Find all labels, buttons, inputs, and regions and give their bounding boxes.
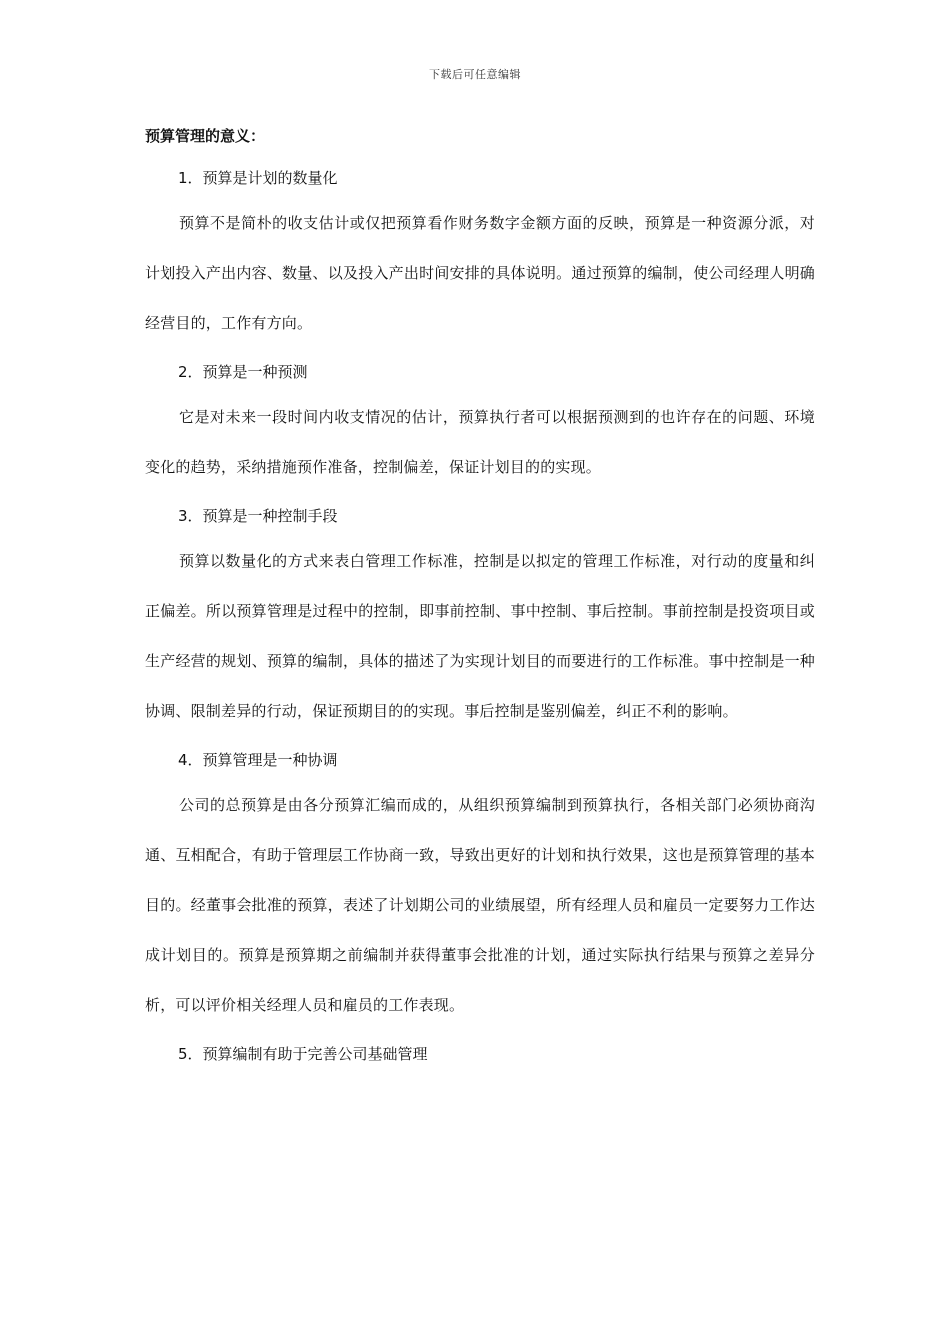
section-1 (145, 158, 815, 348)
section-4 (145, 740, 815, 1030)
section-paragraph: 预算不是简朴的收支估计或仅把预算看作财务数字金额方面的反映，预算是一种资源分派，对计划投入产出内容、数量、以及投入产出时间安排的具体说明。通过预算的编制，使公司经理人明确经营目的，工作有方向。 (145, 214, 815, 332)
section-heading: 4．预算管理是一种协调 (178, 751, 338, 769)
section-paragraph: 它是对未来一段时间内收支情况的估计，预算执行者可以根据预测到的也许存在的问题、环境变化的趋势，采纳措施预作准备，控制偏差，保证计划目的的实现。 (145, 408, 815, 476)
section-heading: 5．预算编制有助于完善公司基础管理 (178, 1045, 428, 1063)
page-header-note: 下载后可任意编辑 (429, 68, 521, 81)
section-paragraph: 预算以数量化的方式来表白管理工作标准，控制是以拟定的管理工作标准，对行动的度量和纠正偏差。所以预算管理是过程中的控制，即事前控制、事中控制、事后控制。事前控制是投资项目或生产经营的规划、预算的编制，具体的描述了为实现计划目的而要进行的工作标准。事中控制是一种协调、限制差异的行动，保证预期目的的实现。事后控制是鉴别偏差，纠正不利的影响。 (145, 552, 815, 720)
section-5 (145, 1034, 815, 1074)
section-2 (145, 352, 815, 492)
document-title: 预算管理的意义： (145, 127, 266, 145)
section-heading: 2．预算是一种预测 (178, 363, 308, 381)
section-heading: 3．预算是一种控制手段 (178, 507, 338, 525)
section-3 (145, 496, 815, 736)
section-paragraph: 公司的总预算是由各分预算汇编而成的，从组织预算编制到预算执行，各相关部门必须协商沟通、互相配合，有助于管理层工作协商一致，导致出更好的计划和执行效果，这也是预算管理的基本目的。经董事会批准的预算，表述了计划期公司的业绩展望，所有经理人员和雇员一定要努力工作达成计划目的。预算是预算期之前编制并获得董事会批准的计划，通过实际执行结果与预算之差异分析，可以评价相关经理人员和雇员的工作表现。 (145, 796, 815, 1014)
document-body (145, 116, 815, 1074)
section-heading: 1．预算是计划的数量化 (178, 169, 338, 187)
